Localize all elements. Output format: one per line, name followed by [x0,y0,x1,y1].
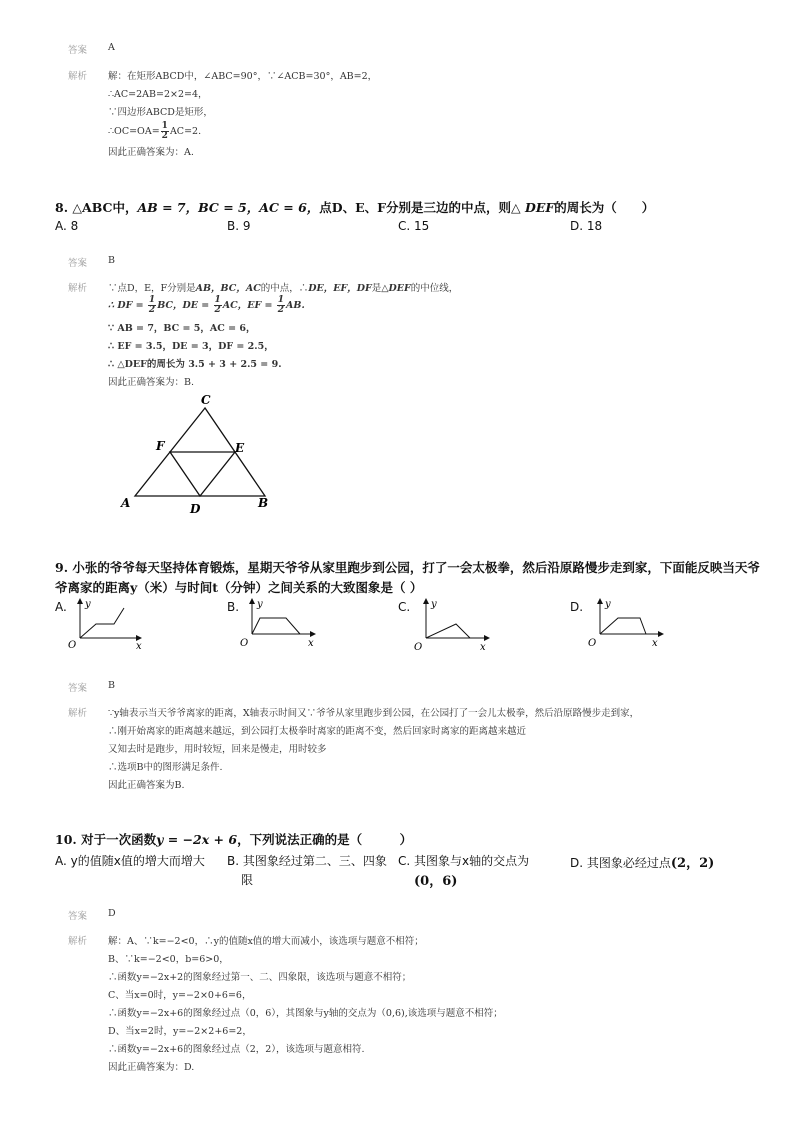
q8-stem: 8. △ABC中，AB = 7，BC = 5，AC = 6，点D、E、F分别是三边的中点，则△ DEF的周长为（ ） [55,200,655,215]
q7-line-1: 解：在矩形ABCD中，∠ABC=90°，∵∠ACB=30°，AB=2， [108,71,378,82]
q8-line-1: ∵点D，E，F分别是AB，BC，AC的中点，∴DE，EF，DF是△DEF的中位线， [108,283,459,294]
q10-answer: D [108,908,116,919]
vertex-e: E [235,441,245,455]
triangle-figure [110,390,280,520]
q10-line-3: ∴函数y=−2x+2的图象经过第一、二、四象限，该选项与题意不相符； [108,972,412,983]
svg-text:x: x [136,641,142,652]
q10-option-d: D. 其图象必经过点(2，2) [570,856,715,871]
q10-option-c-point: (0，6) [414,874,458,889]
q8-line-2: ∴ DF = $\frac{1}{2}$ BC，DE = $\frac{1}{2}$ AC，EF = $\frac{1}{2}$ AB. [108,295,305,315]
analysis-label: 解析 [68,283,88,294]
q10-option-a: A. y的值随x值的增大而增大 [55,854,205,868]
q9-line-5: 因此正确答案为B. [108,780,185,791]
q9-option-c: C. [398,600,411,614]
q8-answer: B [108,255,115,266]
q7-line-4: ∴OC=OA= $\frac{1}{2}$ AC=2. [108,121,202,141]
analysis-label: 解析 [68,708,88,719]
fraction-half: $\frac{1}{2}$ [161,121,168,141]
vertex-f: F [156,439,165,453]
vertex-a: A [121,496,131,510]
q7-line-2: ∴AC=2AB=2×2=4， [108,89,208,100]
graph-option-b [238,596,322,652]
q10-option-b-cont: 限 [241,873,254,887]
svg-text:O: O [588,638,597,649]
analysis-label: 解析 [68,936,88,947]
q9-line-4: ∴选项B中的图形满足条件. [108,762,223,773]
q10-option-b: B. 其图象经过第二、三、四象 [227,854,387,868]
svg-text:y: y [431,599,437,610]
q10-line-1: 解：A、∵k=−2<0，∴y的值随x值的增大而减小，该选项与题意不相符； [108,936,424,947]
svg-text:O: O [240,638,249,649]
svg-text:x: x [652,638,658,649]
q8-option-a: A. 8 [55,219,79,233]
svg-text:O: O [414,642,423,653]
graph-option-d [586,596,670,652]
q9-line-2: ∴刚开始离家的距离越来越远，到公园打太极拳时离家的距离不变，然后回家时离家的距离越来越近 [108,726,527,737]
q9-answer: B [108,680,115,691]
q9-option-d: D. [570,600,584,614]
svg-text:y: y [85,599,91,610]
q8-line-4: ∴ EF = 3.5，DE = 3，DF = 2.5， [108,341,274,352]
triangle-def [170,452,235,496]
q9-option-a: A. [55,600,67,614]
q10-line-7: ∴函数y=−2x+6的图象经过点（2，2），该选项与题意相符. [108,1044,365,1055]
q7-line-3: ∵四边形ABCD是矩形， [108,107,213,118]
q10-option-c: C. 其图象与x轴的交点为 [398,854,530,868]
vertex-d: D [190,502,201,516]
q10-stem: 10. 对于一次函数y = −2x + 6，下列说法正确的是（ ） [55,832,413,847]
svg-text:y: y [605,599,611,610]
analysis-label: 解析 [68,71,88,82]
q9-line-1: ∵y轴表示当天爷爷离家的距离，X轴表示时间又∵爷爷从家里跑步到公园，在公园打了一会儿太极拳，然后沿原路慢步走到家， [108,708,640,719]
q8-option-d: D. 18 [570,219,603,233]
q8-option-c: C. 15 [398,219,430,233]
q7-answer: A [108,42,115,53]
answer-label: 答案 [68,258,88,269]
answer-label: 答案 [68,45,88,56]
q10-line-5: ∴函数y=−2x+6的图象经过点（0，6），其图象与y轴的交点为（0,6),该选项与题意不相符； [108,1008,503,1019]
vertex-b: B [258,496,269,510]
q9-stem-line-1: 9. 小张的爷爷每天坚持体育锻炼，星期天爷爷从家里跑步到公园，打了一会太极拳，然后沿原路慢步走到家，下面能反映当天爷 [55,560,760,575]
q7-line-5: 因此正确答案为：A. [108,147,194,158]
q8-line-5: ∴ △DEF的周长为 3.5 + 3 + 2.5 = 9. [108,359,282,370]
svg-text:x: x [480,642,486,653]
q10-line-8: 因此正确答案为：D. [108,1062,195,1073]
answer-label: 答案 [68,683,88,694]
graph-option-a [66,596,146,652]
svg-text:y: y [257,599,263,610]
q10-line-6: D、当x=2时，y=−2×2+6=2， [108,1026,252,1037]
q9-option-b: B. [227,600,240,614]
q8-line-6: 因此正确答案为：B. [108,377,195,388]
q10-line-2: B、∵k=−2<0，b=6>0， [108,954,229,965]
q8-line-3: ∵ AB = 7，BC = 5，AC = 6， [108,323,256,334]
vertex-c: C [201,393,211,407]
svg-text:O: O [68,640,77,651]
q9-line-3: 又知去时是跑步，用时较短，回来是慢走，用时较多 [108,744,327,755]
q8-option-b: B. 9 [227,219,251,233]
q10-line-4: C、当x=0时，y=−2×0+6=6， [108,990,252,1001]
graph-option-c [412,596,496,654]
q9-stem-line-2: 爷离家的距离y（米）与时间t（分钟）之间关系的大致图象是（ ） [55,580,423,595]
answer-label: 答案 [68,911,88,922]
svg-text:x: x [308,638,314,649]
